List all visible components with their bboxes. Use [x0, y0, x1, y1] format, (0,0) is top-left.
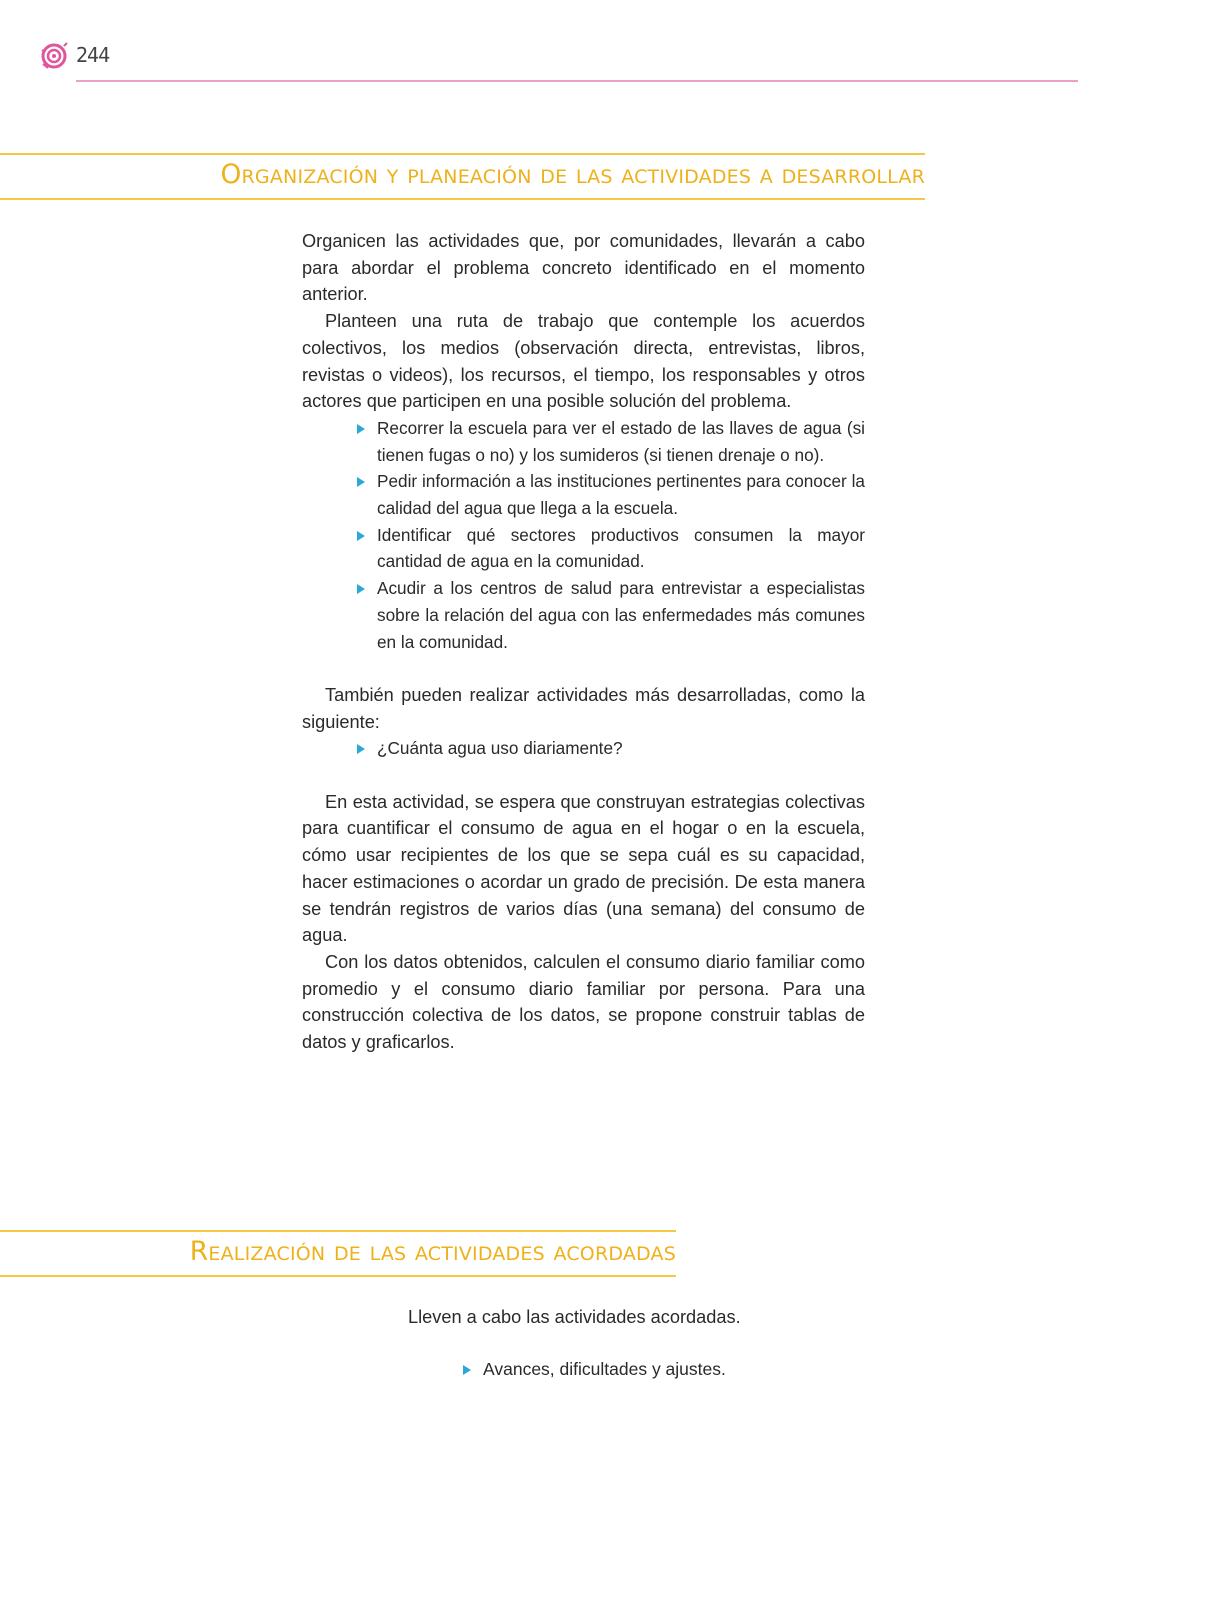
list-item: [354, 735, 865, 762]
flower-ornament-icon: [40, 42, 68, 70]
list-item-text: Recorrer la escuela para ver el estado de las llaves de agua (si tienen fugas o no) y los sumideros (si tienen drenaje o no).: [377, 417, 865, 465]
list-item: [354, 522, 865, 575]
list-item-text: Pedir información a las instituciones pertinentes para conocer la calidad del agua que llega a la escuela.: [377, 471, 865, 519]
list-item-text: Identificar qué sectores productivos consumen la mayor cantidad de agua en la comunidad.: [377, 524, 865, 572]
list-item-text: ¿Cuánta agua uso diariamente?: [377, 738, 623, 759]
page-number: 244: [76, 43, 110, 67]
list-item: [460, 1359, 726, 1380]
extra-activity-list: [302, 735, 865, 762]
bullet-triangle-icon: [357, 744, 365, 754]
list-item-text: Avances, dificultades y ajustes.: [483, 1359, 726, 1379]
heading-rule-bottom: [0, 198, 925, 200]
bullet-triangle-icon: [463, 1365, 471, 1375]
bullet-triangle-icon: [357, 584, 365, 594]
section-body: [302, 228, 865, 1056]
bullet-triangle-icon: [357, 477, 365, 487]
section-title: Organización y planeación de las actividades a desarrollar: [220, 159, 925, 190]
paragraph: Con los datos obtenidos, calculen el consumo diario familiar como promedio y el consumo diario familiar por persona. Para una construcción colectiva de los datos, se propone construir tablas de datos y graficarlos.: [302, 951, 865, 1053]
list-item-text: Acudir a los centros de salud para entrevistar a especialistas sobre la relación del agua con las enfermedades más comunes en la comunidad.: [377, 578, 865, 652]
heading-rule-top: [0, 153, 925, 155]
section-heading-realizacion: [0, 1230, 676, 1280]
list-item: [354, 415, 865, 468]
instruction-line: Lleven a cabo las actividades acordadas.: [408, 1307, 741, 1327]
bullet-triangle-icon: [357, 531, 365, 541]
paragraph: Organicen las actividades que, por comunidades, llevarán a cabo para abordar el problema concreto identificado en el momento anterior.: [302, 231, 865, 305]
heading-rule-bottom: [0, 1275, 676, 1277]
bullet-triangle-icon: [357, 424, 365, 434]
paragraph: También pueden realizar actividades más desarrolladas, como la siguiente:: [302, 684, 865, 732]
heading-rule-top: [0, 1230, 676, 1232]
section-heading-organizacion: [0, 153, 925, 203]
header-rule: [76, 80, 1078, 82]
list-item: [354, 575, 865, 655]
activity-list: [302, 415, 865, 655]
page-header: [38, 40, 1078, 84]
paragraph: Planteen una ruta de trabajo que contemple los acuerdos colectivos, los medios (observación directa, entrevistas, libros, revistas o videos), los recursos, el tiempo, los responsables y otros actores que participen en una posible solución del problema.: [302, 311, 865, 412]
section-title: Realización de las actividades acordadas: [189, 1236, 676, 1267]
paragraph: En esta actividad, se espera que construyan estrategias colectivas para cuantificar el consumo de agua en el hogar o en la escuela, cómo usar recipientes de los que se sepa cuál es su capacidad, hacer estimaciones o acordar un grado de precisión. De esta manera se tendrán registros de varios días (una semana) del consumo de agua.: [302, 791, 865, 946]
list-item: [354, 468, 865, 521]
